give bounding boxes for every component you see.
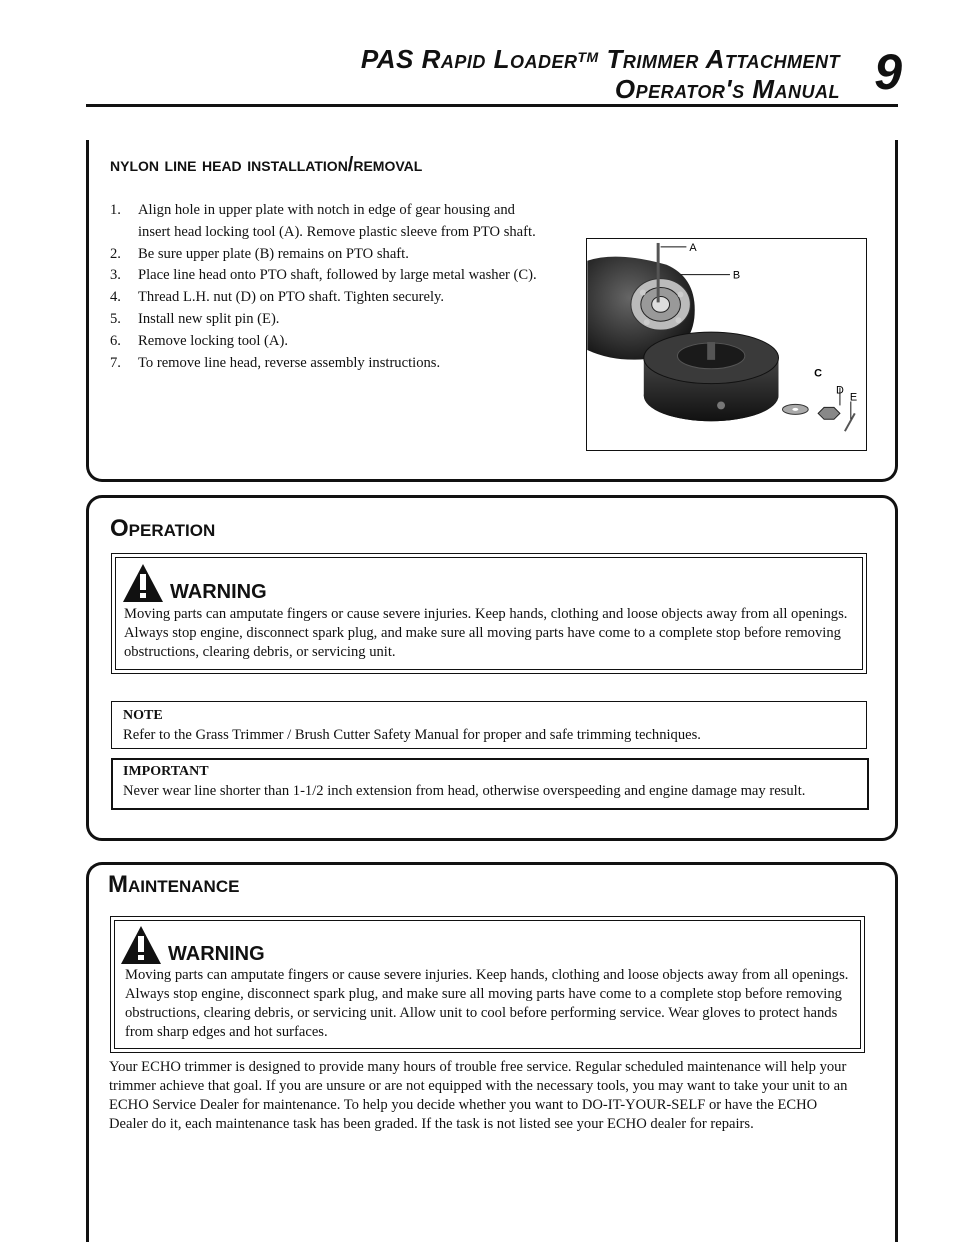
label-b: B: [732, 269, 741, 282]
title-part-1: PAS Rapid Loader: [360, 44, 578, 74]
maintenance-warning-heading: [120, 925, 265, 965]
manual-title: [361, 44, 840, 104]
step-item: 6. Remove locking tool (A).: [110, 332, 288, 349]
step-item: 7. To remove line head, reverse assembly instructions.: [110, 354, 441, 371]
step-item: 4. Thread L.H. nut (D) on PTO shaft. Tighten securely.: [110, 289, 445, 306]
line-head-figure: [586, 238, 867, 451]
step-item: 3. Place line head onto PTO shaft, followed by large metal washer (C).: [110, 267, 537, 284]
step-item: 5. Install new split pin (E).: [110, 310, 280, 327]
operation-warning-label: WARNING: [170, 581, 267, 603]
maintenance-warning-text: Moving parts can amputate fingers or cause severe injuries. Keep hands, clothing and loose objects away from all openings. Always stop engine, disconnect spark plug, and make sure all moving parts have come to a complete stop before removing obstructions, clearing debris, or servicing unit. Allow unit to cool before performing service. Wear gloves to protect hands from sharp edges and hot surfaces.: [125, 967, 849, 1040]
operation-warning-text: Moving parts can amputate fingers or cause severe injuries. Keep hands, clothing and loose objects away from all openings. Always stop engine, disconnect spark plug, and make sure all moving parts have come to a complete stop before removing obstructions, clearing debris, or servicing unit.: [124, 606, 848, 660]
important-label: IMPORTANT: [123, 764, 209, 779]
line-head-illustration: [587, 239, 866, 450]
step-item: 1. Align hole in upper plate with notch in edge of gear housing and insert head locking tool (A). Remove plastic sleeve from PTO shaft.: [110, 202, 536, 240]
trademark: TM: [577, 49, 599, 65]
title-line-2: Operator's Manual: [614, 74, 840, 104]
warning-icon: [122, 563, 164, 603]
warning-icon: [120, 925, 162, 965]
label-e: E: [849, 391, 858, 404]
header-rule: [86, 104, 898, 107]
maintenance-body: Your ECHO trimmer is designed to provide many hours of trouble free service. Regular scheduled maintenance will help your trimmer achieve that goal. If you are unsure or are not equipped with the necessary tools, you may want to take your unit to an ECHO Service Dealer for maintenance. To help you decide whether you want to DO-IT-YOUR-SELF or have the ECHO Dealer do it, each maintenance task has been graded. If the task is not listed see your ECHO dealer for repairs.: [109, 1059, 848, 1132]
label-d: D: [835, 384, 844, 397]
page-number: 9: [874, 44, 902, 100]
installation-title: nylon line head installation/removal: [110, 154, 423, 176]
installation-steps: [110, 200, 550, 374]
label-c: C: [814, 367, 823, 380]
step-item: 2. Be sure upper plate (B) remains on PTO shaft.: [110, 245, 409, 262]
maintenance-title: Maintenance: [108, 871, 240, 898]
note-text: Refer to the Grass Trimmer / Brush Cutter Safety Manual for proper and safe trimming techniques.: [123, 727, 701, 743]
operation-warning-heading: [122, 563, 267, 603]
important-text: Never wear line shorter than 1-1/2 inch extension from head, otherwise overspeeding and engine damage may result.: [123, 783, 806, 799]
note-label: NOTE: [123, 708, 163, 723]
operation-title: Operation: [110, 515, 216, 542]
label-a: A: [689, 241, 697, 254]
title-part-2: Trimmer Attachment: [598, 44, 840, 74]
maintenance-warning-label: WARNING: [168, 943, 265, 965]
